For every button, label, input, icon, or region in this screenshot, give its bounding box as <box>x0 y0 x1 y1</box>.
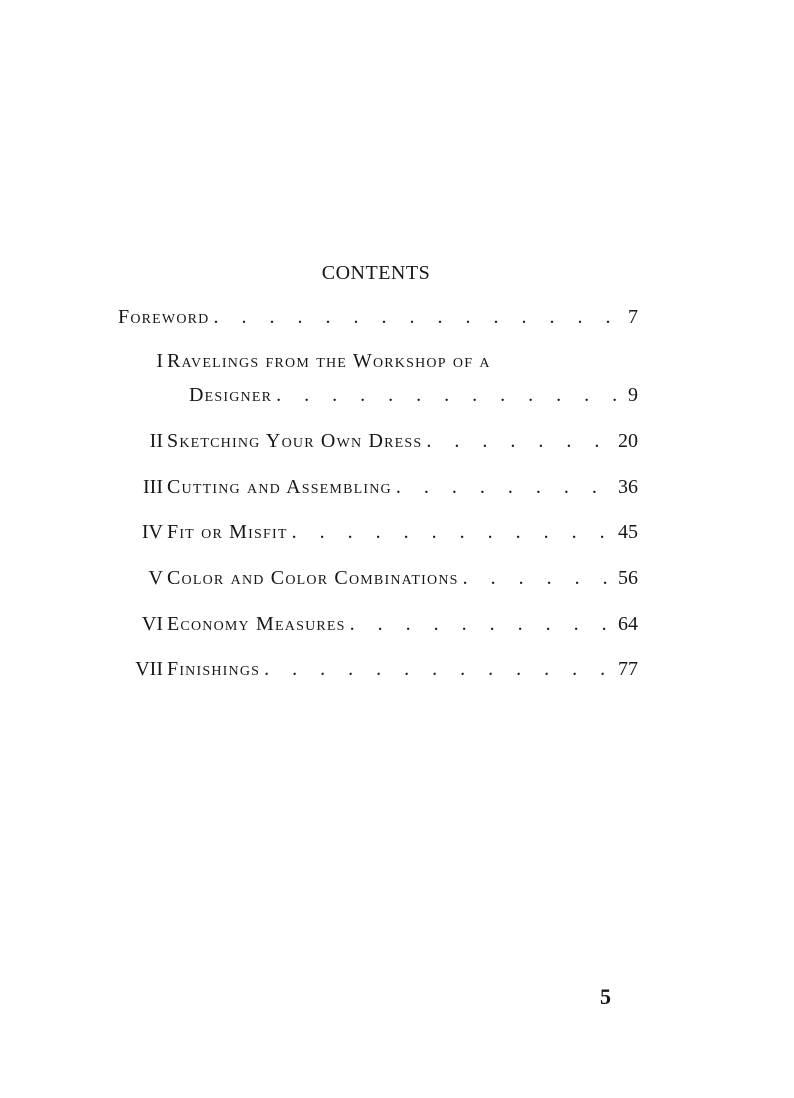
entry-page-number: 64 <box>618 613 638 635</box>
dot-leader <box>288 515 612 549</box>
entry-title: Economy Measures <box>167 613 346 635</box>
entry-page-number: 56 <box>618 567 638 589</box>
dot-leader <box>459 561 612 595</box>
toc-entry-chapter-7 <box>118 652 638 686</box>
toc-entry-chapter-5 <box>118 561 638 595</box>
entry-title: Color and Color Combinations <box>167 567 459 589</box>
entry-title-continued: Designer <box>189 384 273 406</box>
contents-heading: CONTENTS <box>321 262 431 284</box>
page-number: 5 <box>600 984 611 1009</box>
dot-leader <box>272 378 622 412</box>
toc-entry-chapter-2 <box>118 424 638 458</box>
entry-title: Fit or Misfit <box>167 521 288 543</box>
chapter-numeral: I <box>156 350 163 372</box>
entry-title: Finishings <box>167 658 261 680</box>
entry-page-number: 45 <box>618 521 638 543</box>
dot-leader <box>422 424 612 458</box>
entry-page-number: 7 <box>628 306 638 328</box>
chapter-numeral: II <box>149 430 163 452</box>
chapter-numeral: V <box>148 567 163 589</box>
entry-page-number: 77 <box>618 658 638 680</box>
chapter-numeral: IV <box>141 521 163 543</box>
toc-entry-foreword <box>118 300 638 334</box>
entry-title: Sketching Your Own Dress <box>167 430 423 452</box>
toc-entry-chapter-1 <box>118 344 638 422</box>
toc-entry-chapter-6 <box>118 607 638 641</box>
entry-title: Cutting and Assembling <box>167 476 392 498</box>
chapter-numeral: VII <box>135 658 163 680</box>
dot-leader <box>346 607 612 641</box>
dot-leader <box>210 300 623 334</box>
toc-entry-chapter-3 <box>118 470 638 504</box>
chapter-numeral: III <box>143 476 163 498</box>
chapter-numeral: VI <box>141 613 163 635</box>
dot-leader <box>392 470 612 504</box>
entry-page-number: 9 <box>628 384 638 406</box>
entry-title: Foreword <box>118 306 210 328</box>
entry-title: Ravelings from the Workshop of a <box>167 350 491 372</box>
entry-page-number: 36 <box>618 476 638 498</box>
toc-entry-chapter-4 <box>118 515 638 549</box>
entry-page-number: 20 <box>618 430 638 452</box>
dot-leader <box>260 652 612 686</box>
